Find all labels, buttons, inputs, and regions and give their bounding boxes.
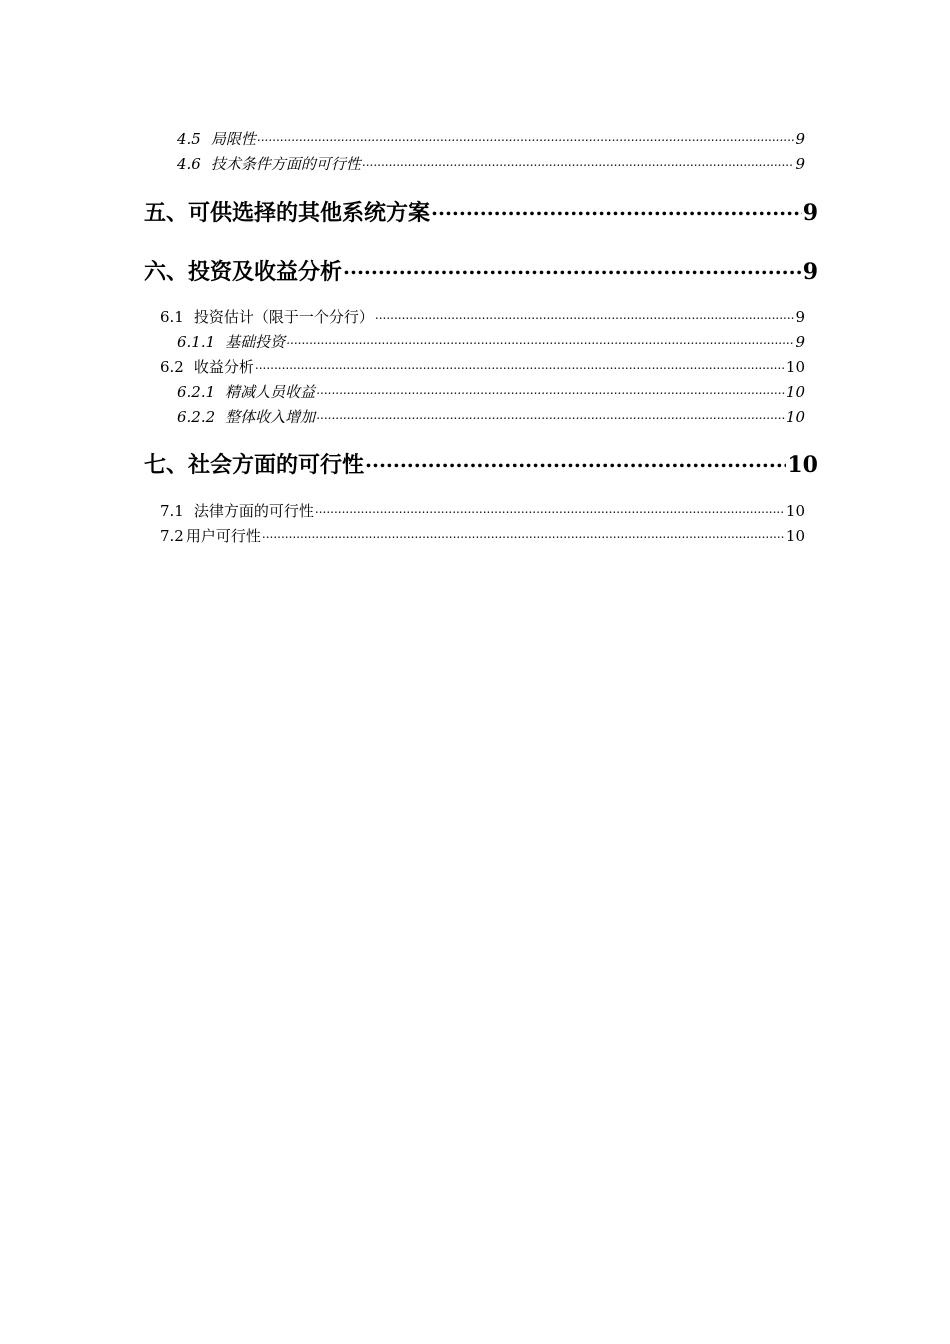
toc-entry-title: 基础投资 xyxy=(225,333,286,351)
toc-entry-4-5[interactable] xyxy=(177,126,805,148)
toc-entry-7-1[interactable] xyxy=(160,498,805,520)
dot-leader xyxy=(343,253,802,279)
toc-entry-page: 10 xyxy=(785,358,805,376)
dot-leader xyxy=(257,126,795,144)
toc-entry-number: 4.6 xyxy=(177,155,201,173)
toc-entry-title: 局限性 xyxy=(210,130,256,148)
toc-entry-title: 七、社会方面的可行性 xyxy=(144,452,365,478)
toc-entry-title: 精减人员收益 xyxy=(225,383,316,401)
toc-entry-title: 五、可供选择的其他系统方案 xyxy=(144,200,431,226)
toc-entry-6-1-1[interactable] xyxy=(177,329,805,351)
toc-chapter-5[interactable] xyxy=(144,194,818,226)
toc-entry-number: 6.1 xyxy=(160,308,184,326)
dot-leader xyxy=(255,354,785,372)
toc-entry-6-2[interactable] xyxy=(160,354,805,376)
toc-entry-page: 10 xyxy=(785,408,805,426)
toc-entry-page: 9 xyxy=(795,155,805,173)
dot-leader xyxy=(286,329,794,347)
toc-chapter-6[interactable] xyxy=(144,253,818,285)
toc-entry-page: 9 xyxy=(795,333,805,351)
dot-leader xyxy=(362,151,795,169)
toc-entry-6-2-2[interactable] xyxy=(177,404,805,426)
toc-chapter-7[interactable] xyxy=(144,446,818,478)
dot-leader xyxy=(262,523,785,541)
toc-entry-title: 法律方面的可行性 xyxy=(193,502,314,520)
toc-entry-6-1[interactable] xyxy=(160,304,805,326)
toc-entry-page: 9 xyxy=(802,259,818,285)
toc-entry-number: 6.1.1 xyxy=(177,333,216,351)
toc-entry-number: 7.2 xyxy=(160,527,184,545)
toc-entry-number: 6.2 xyxy=(160,358,184,376)
toc-entry-number: 6.2.1 xyxy=(177,383,216,401)
toc-entry-page: 9 xyxy=(802,200,818,226)
dot-leader xyxy=(365,446,786,472)
toc-entry-page: 9 xyxy=(795,308,805,326)
toc-entry-7-2[interactable] xyxy=(160,523,805,545)
toc-entry-number: 7.1 xyxy=(160,502,184,520)
toc-entry-title: 收益分析 xyxy=(193,358,254,376)
dot-leader xyxy=(375,304,795,322)
toc-entry-page: 9 xyxy=(795,130,805,148)
dot-leader xyxy=(316,379,785,397)
toc-entry-number: 4.5 xyxy=(177,130,201,148)
dot-leader xyxy=(431,194,802,220)
toc-entry-page: 10 xyxy=(785,527,805,545)
toc-entry-page: 10 xyxy=(787,452,818,478)
dot-leader xyxy=(316,404,785,422)
dot-leader xyxy=(315,498,785,516)
toc-entry-page: 10 xyxy=(785,383,805,401)
toc-entry-title: 六、投资及收益分析 xyxy=(144,259,343,285)
toc-entry-title: 整体收入增加 xyxy=(225,408,316,426)
toc-entry-title: 投资估计（限于一个分行） xyxy=(193,308,374,326)
toc-entry-title: 技术条件方面的可行性 xyxy=(210,155,361,173)
toc-entry-number: 6.2.2 xyxy=(177,408,216,426)
toc-entry-6-2-1[interactable] xyxy=(177,379,805,401)
toc-entry-title: 用户可行性 xyxy=(185,527,261,545)
toc-entry-4-6[interactable] xyxy=(177,151,805,173)
toc-entry-page: 10 xyxy=(785,502,805,520)
